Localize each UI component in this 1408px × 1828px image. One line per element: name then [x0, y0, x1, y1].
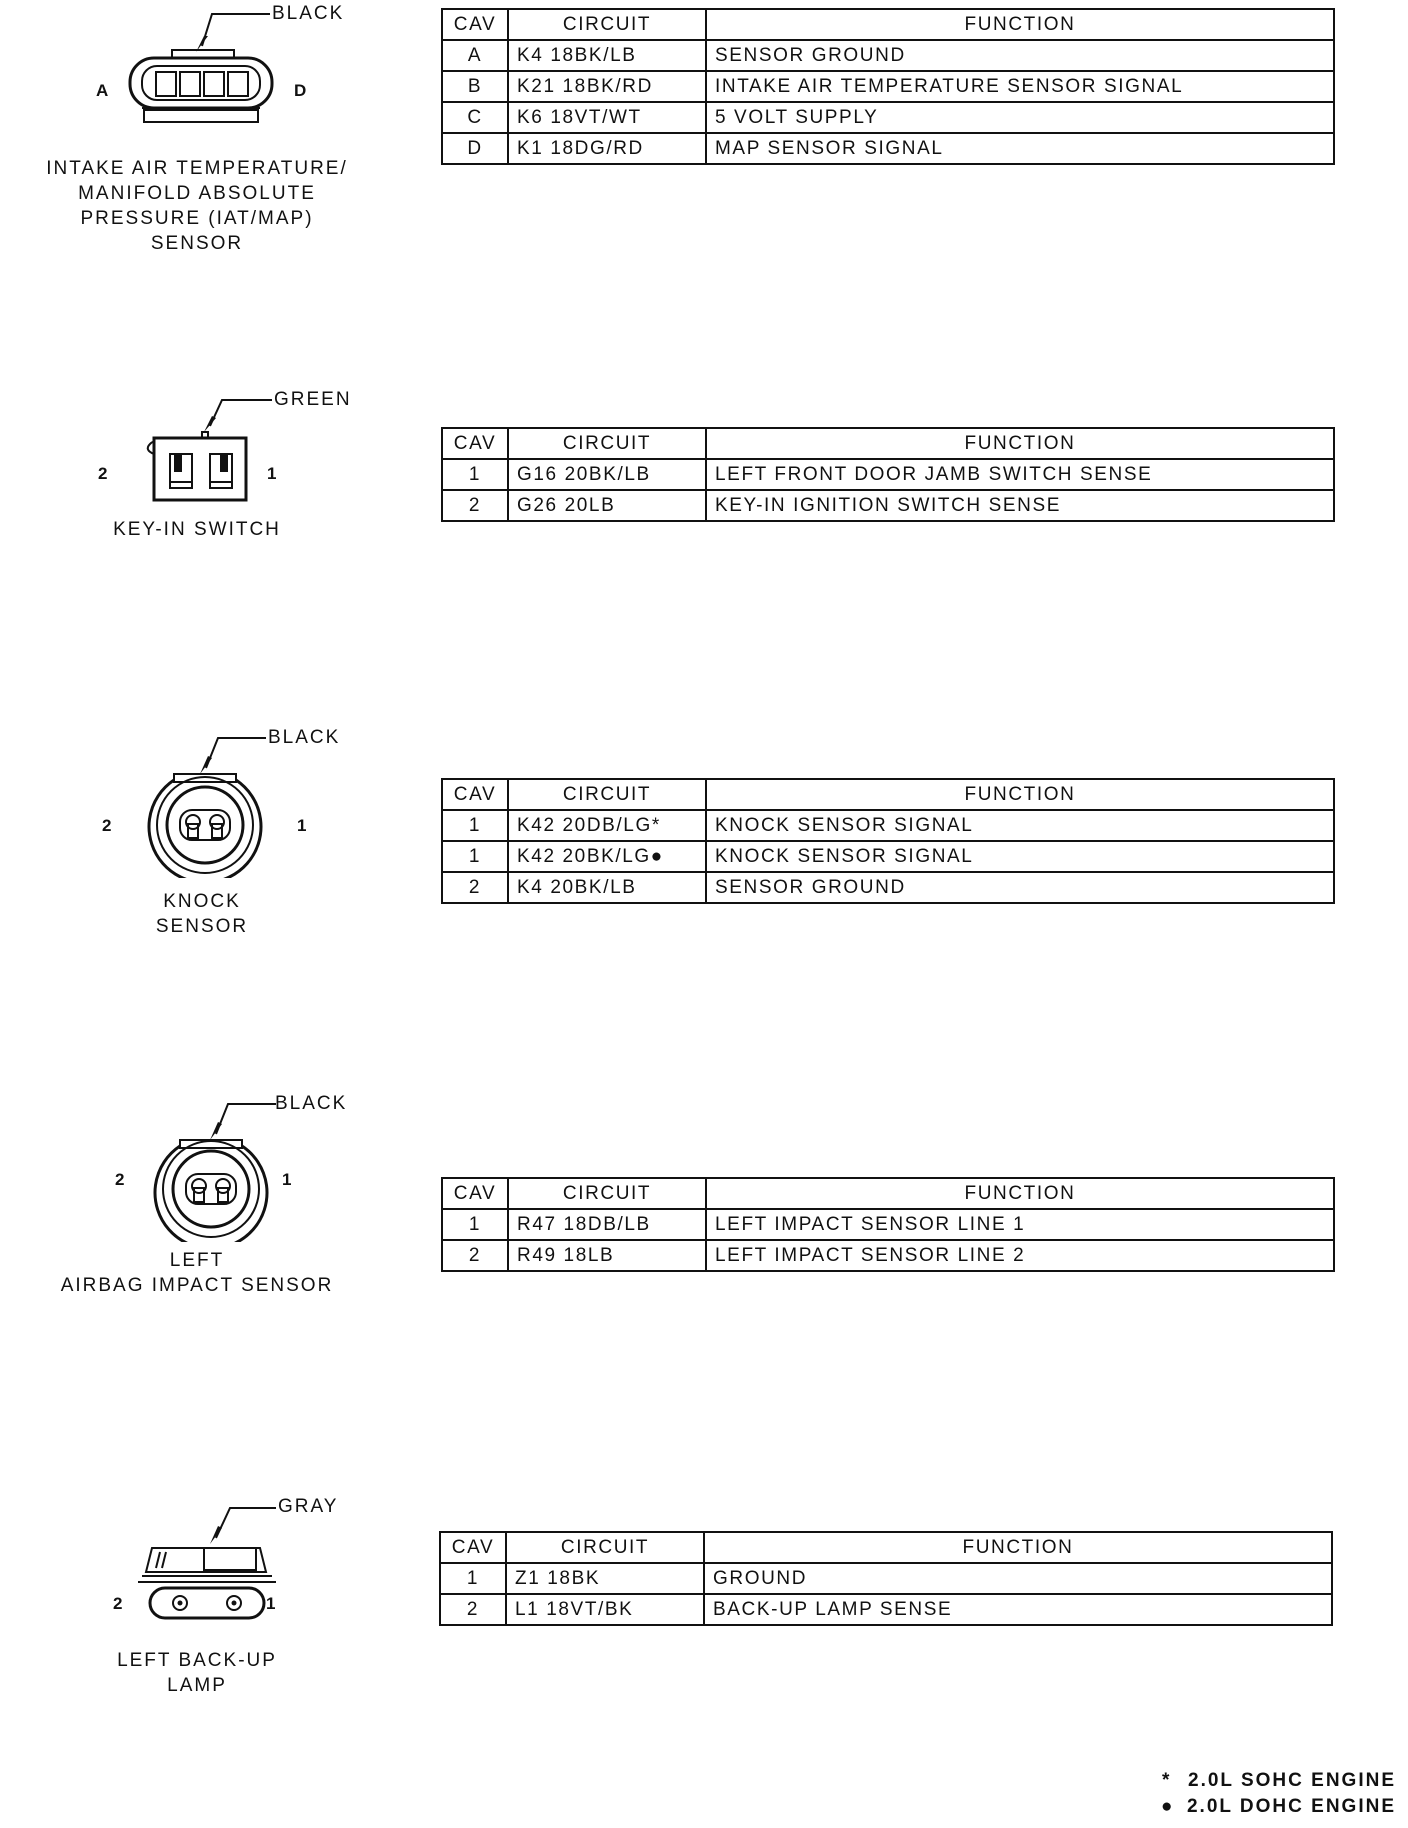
table-row: B K21 18BK/RD INTAKE AIR TEMPERATURE SENSOR SIGNAL	[442, 71, 1334, 102]
connector-name: LEFT BACK-UP LAMP	[117, 1650, 277, 1696]
circuit-header: CIRCUIT	[506, 1532, 704, 1563]
table-row: 2 G26 20LB KEY-IN IGNITION SWITCH SENSE	[442, 490, 1334, 521]
connector-color-label: GRAY	[278, 1496, 339, 1517]
legend-item: * 2.0L SOHC ENGINE	[1161, 1768, 1396, 1794]
connector-name: LEFT AIRBAG IMPACT SENSOR	[60, 1250, 334, 1296]
pin-label-1: 1	[282, 1170, 292, 1189]
key-in-switch-connector-icon	[140, 388, 280, 508]
pin-label-1: 1	[267, 464, 277, 483]
engine-legend	[1161, 1768, 1396, 1820]
connector-color-label: BLACK	[272, 3, 345, 24]
table-row: 1 Z1 18BK GROUND	[440, 1563, 1332, 1594]
airbag-impact-sensor-connector-icon	[136, 1092, 286, 1242]
table-row: 1 R47 18DB/LB LEFT IMPACT SENSOR LINE 1	[442, 1209, 1334, 1240]
circuit-header: CIRCUIT	[508, 428, 706, 459]
cav-header: CAV	[442, 1178, 508, 1209]
circuit-header: CIRCUIT	[508, 779, 706, 810]
function-header: FUNCTION	[704, 1532, 1332, 1563]
pin-label-2: 2	[98, 464, 108, 483]
table-row: A K4 18BK/LB SENSOR GROUND	[442, 40, 1334, 71]
legend-item: ● 2.0L DOHC ENGINE	[1161, 1794, 1396, 1820]
knock-sensor-circuit-table	[441, 778, 1335, 904]
circuit-header: CIRCUIT	[508, 9, 706, 40]
cav-header: CAV	[440, 1532, 506, 1563]
table-row: D K1 18DG/RD MAP SENSOR SIGNAL	[442, 133, 1334, 164]
connector-name: KNOCK SENSOR	[155, 891, 249, 937]
iat-map-circuit-table	[441, 8, 1335, 165]
table-header-row	[442, 1178, 1334, 1209]
function-header: FUNCTION	[706, 779, 1334, 810]
connector-color-label: BLACK	[275, 1093, 348, 1114]
table-row: 2 L1 18VT/BK BACK-UP LAMP SENSE	[440, 1594, 1332, 1625]
pin-label-1: 1	[266, 1594, 276, 1613]
cav-header: CAV	[442, 9, 508, 40]
table-row: 2 K4 20BK/LB SENSOR GROUND	[442, 872, 1334, 903]
table-header-row	[442, 9, 1334, 40]
connector-name: KEY-IN SWITCH	[113, 519, 281, 540]
table-header-row	[442, 779, 1334, 810]
connector-color-label: BLACK	[268, 727, 341, 748]
pin-label-2: 2	[102, 816, 112, 835]
knock-sensor-connector-icon	[130, 728, 280, 878]
table-row: 2 R49 18LB LEFT IMPACT SENSOR LINE 2	[442, 1240, 1334, 1271]
table-row: 1 G16 20BK/LB LEFT FRONT DOOR JAMB SWITCH SENSE	[442, 459, 1334, 490]
dot-icon: ●	[1160, 1796, 1175, 1817]
circuit-header: CIRCUIT	[508, 1178, 706, 1209]
back-up-lamp-circuit-table	[439, 1531, 1333, 1626]
cav-header: CAV	[442, 428, 508, 459]
key-in-switch-circuit-table	[441, 427, 1335, 522]
function-header: FUNCTION	[706, 9, 1334, 40]
connector-name: INTAKE AIR TEMPERATURE/ MANIFOLD ABSOLUTE PRESSURE (IAT/MAP) SENSOR	[46, 158, 348, 254]
table-row: 1 K42 20DB/LG* KNOCK SENSOR SIGNAL	[442, 810, 1334, 841]
table-row: 1 K42 20BK/LG● KNOCK SENSOR SIGNAL	[442, 841, 1334, 872]
pin-label-2: 2	[115, 1170, 125, 1189]
table-header-row	[440, 1532, 1332, 1563]
function-header: FUNCTION	[706, 1178, 1334, 1209]
pin-label-2: 2	[113, 1594, 123, 1613]
connector-color-label: GREEN	[274, 389, 352, 410]
table-header-row	[442, 428, 1334, 459]
pin-label-1: 1	[297, 816, 307, 835]
cav-header: CAV	[442, 779, 508, 810]
pin-label-d: D	[294, 81, 307, 100]
asterisk-icon: *	[1162, 1770, 1172, 1791]
iat-map-connector-icon	[120, 0, 280, 130]
function-header: FUNCTION	[706, 428, 1334, 459]
pin-label-a: A	[96, 81, 109, 100]
airbag-impact-sensor-circuit-table	[441, 1177, 1335, 1272]
table-row: C K6 18VT/WT 5 VOLT SUPPLY	[442, 102, 1334, 133]
